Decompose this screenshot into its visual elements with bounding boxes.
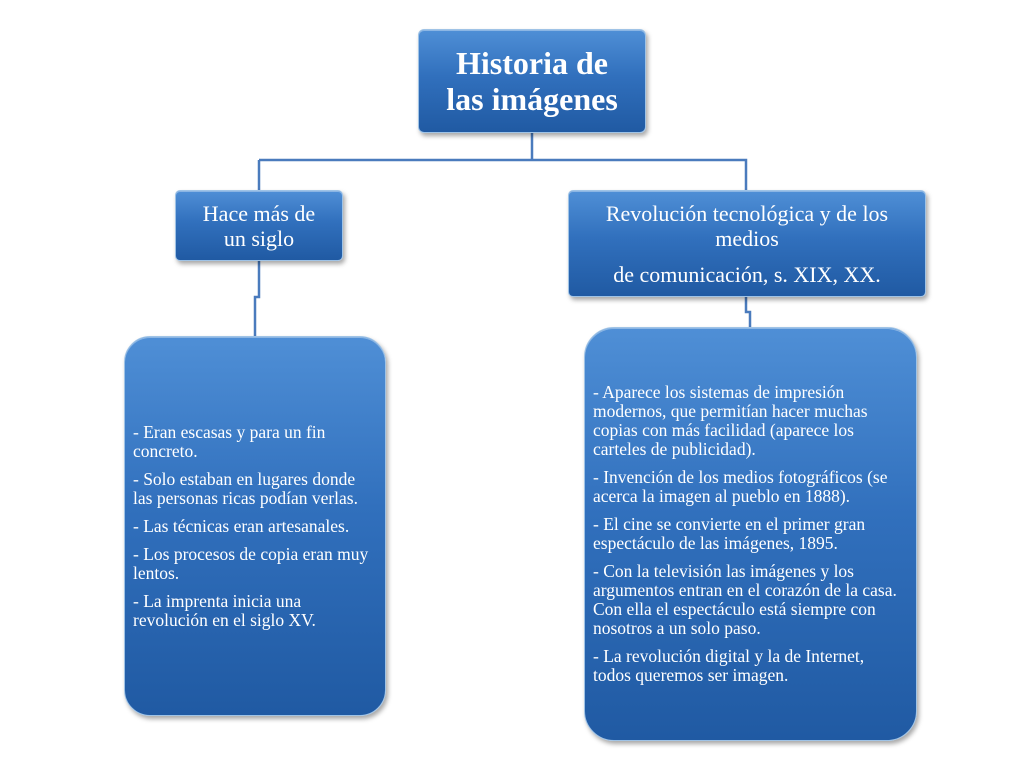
- connector-root-to-branches: [259, 133, 746, 190]
- connector-left-branch-to-details: [255, 261, 259, 336]
- details-past-item: - La imprenta inicia una revolución en el siglo XV.: [133, 590, 316, 630]
- details-revolution-item: - El cine se convierte en el primer gran espectáculo de las imágenes, 1895.: [593, 514, 866, 553]
- details-past-item: - Eran escasas y para un fin concreto.: [133, 421, 326, 461]
- details-revolution-item: - La revolución digital y la de Internet, todos queremos ser imagen.: [593, 646, 865, 685]
- details-revolution-item: - Aparece los sistemas de impresión modernos, que permitían hacer muchas copias con más facilidad (aparece los carteles de publicidad).: [593, 382, 868, 459]
- root-title-line-1: Historia de: [456, 45, 608, 81]
- root-node: [418, 29, 646, 133]
- branch-past-heading-line-1: Hace más de: [202, 200, 316, 226]
- branch-node-past: [175, 190, 343, 261]
- branch-revolution-heading-line-2: medios: [715, 225, 779, 251]
- details-past-item: - Las técnicas eran artesanales.: [133, 515, 350, 536]
- branch-node-revolution: [568, 190, 926, 297]
- branch-past-heading-line-2: un siglo: [223, 225, 295, 251]
- details-node-revolution: [584, 327, 917, 741]
- connector-right-branch-to-details: [746, 297, 750, 327]
- branch-revolution-heading-line-3: de comunicación, s. XIX, XX.: [613, 261, 881, 287]
- root-title-line-2: las imágenes: [446, 81, 618, 117]
- details-past-item: - Los procesos de copia eran muy lentos.: [133, 543, 369, 583]
- branch-revolution-heading-line-1: Revolución tecnológica y de los: [605, 200, 889, 226]
- details-revolution-item: - Invención de los medios fotográficos (se acerca la imagen al pueblo en 1888).: [593, 467, 888, 506]
- details-revolution-item: - Con la televisión las imágenes y los argumentos entran en el corazón de la casa. Con ella el espectáculo está siempre con nosotros a un solo paso.: [593, 561, 897, 638]
- details-past-item: - Solo estaban en lugares donde las personas ricas podían verlas.: [133, 468, 358, 508]
- details-node-past: [124, 336, 386, 716]
